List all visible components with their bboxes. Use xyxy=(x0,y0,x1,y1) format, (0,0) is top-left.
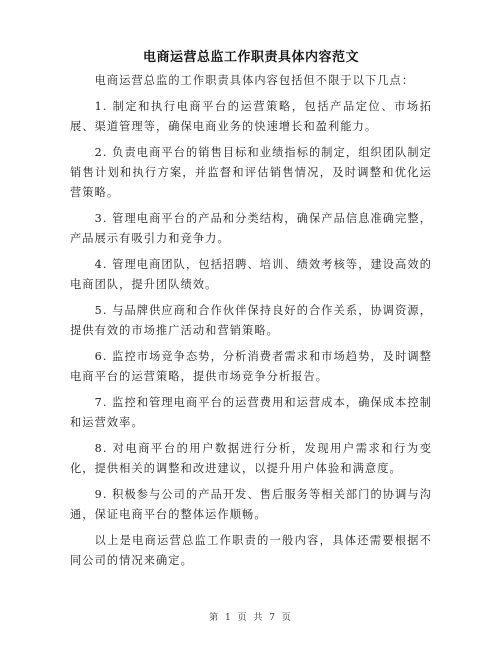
paragraph-item-1: 1. 制定和执行电商平台的运营策略，包括产品定位、市场拓展、渠道管理等，确保电商业务的快速增长和盈利能力。 xyxy=(70,100,432,133)
document-body xyxy=(70,71,432,577)
paragraph-item-3: 3. 管理电商平台的产品和分类结构，确保产品信息准确完整，产品展示有吸引力和竞争力。 xyxy=(70,212,432,245)
paragraph-item-8: 8. 对电商平台的用户数据进行分析，发现用户需求和行为变化，提供相关的调整和改进建议，以提升用户体验和满意度。 xyxy=(70,442,432,475)
intro-paragraph: 电商运营总监的工作职责具体内容包括但不限于以下几点： xyxy=(94,74,415,87)
document-title: 电商运营总监工作职责具体内容范文 xyxy=(142,50,359,65)
paragraph-item-7: 7. 监控和管理电商平台的运营费用和运营成本，确保成本控制和运营效率。 xyxy=(70,396,432,429)
paragraph-item-5: 5. 与品牌供应商和合作伙伴保持良好的合作关系，协调资源，提供有效的市场推广活动和营销策略。 xyxy=(70,304,432,337)
page-number-footer: 第 1 页 共 7 页 xyxy=(209,613,293,623)
conclusion-paragraph: 以上是电商运营总监工作职责的一般内容，具体还需要根据不同公司的情况来确定。 xyxy=(70,534,432,567)
paragraph-item-2: 2. 负责电商平台的销售目标和业绩指标的制定，组织团队制定销售计划和执行方案，并监督和评估销售情况，及时调整和优化运营策略。 xyxy=(70,146,432,199)
paragraph-item-6: 6. 监控市场竞争态势，分析消费者需求和市场趋势，及时调整电商平台的运营策略，提供市场竞争分析报告。 xyxy=(70,350,432,383)
paragraph-item-9: 9. 积极参与公司的产品开发、售后服务等相关部门的协调与沟通，保证电商平台的整体运作顺畅。 xyxy=(70,488,432,521)
paragraph-item-4: 4. 管理电商团队，包括招聘、培训、绩效考核等，建设高效的电商团队，提升团队绩效。 xyxy=(70,258,432,291)
